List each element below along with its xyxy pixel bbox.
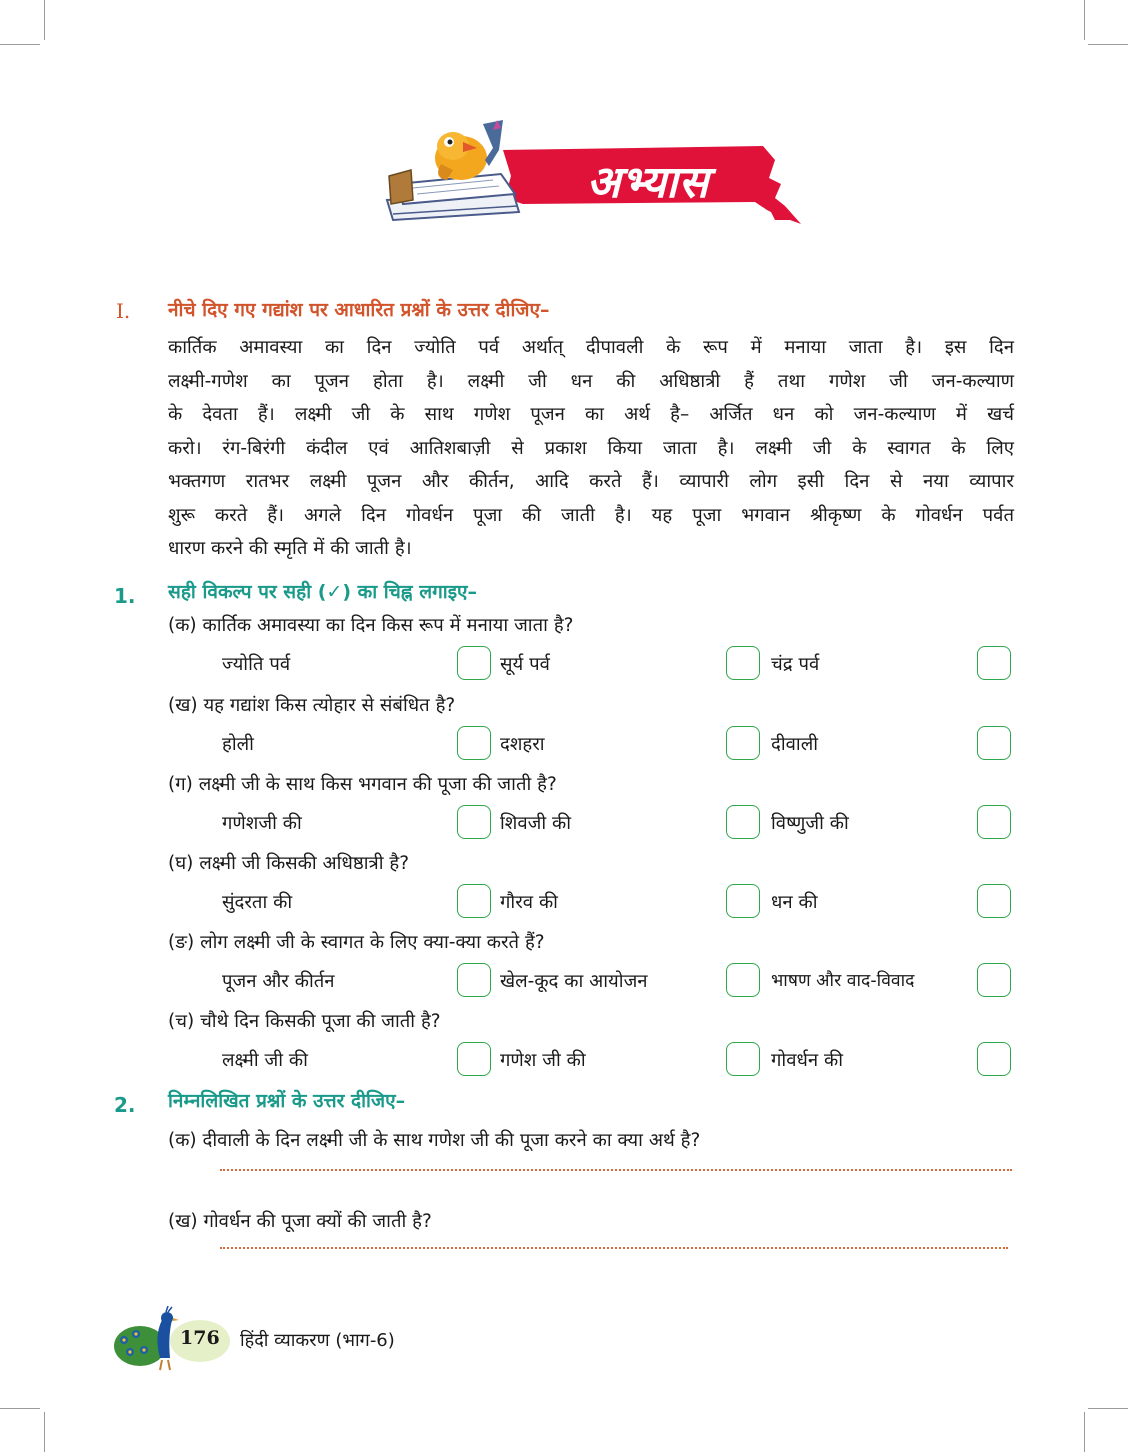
question: (घ) लक्ष्मी जी किसकी अधिष्ठात्री है? (168, 853, 410, 874)
answer-checkbox[interactable] (977, 646, 1011, 680)
part-heading: सही विकल्प पर सही (✓) का चिह्न लगाइए– (168, 581, 478, 603)
option-label: विष्णुजी की (771, 813, 849, 834)
option-label: भाषण और वाद-विवाद (771, 971, 915, 991)
passage-line: भक्तगण रातभर लक्ष्मी पूजन और कीर्तन, आदि करते हैं। व्यापारी लोग इसी दिन से नया व्यापार (168, 471, 1014, 492)
part-heading: निम्नलिखित प्रश्नों के उत्तर दीजिए– (168, 1090, 406, 1112)
crop-mark (0, 44, 40, 45)
question: (क) कार्तिक अमावस्या का दिन किस रूप में मनाया जाता है? (168, 615, 574, 636)
question: (च) चौथे दिन किसकी पूजा की जाती है? (168, 1011, 441, 1032)
option-label: दीवाली (771, 734, 819, 755)
answer-checkbox[interactable] (977, 805, 1011, 839)
answer-checkbox[interactable] (726, 884, 760, 918)
passage-line: शुरू करते हैं। अगले दिन गोवर्धन पूजा की जाती है। यह पूजा भगवान श्रीकृष्ण के गोवर्धन पर्वत (168, 505, 1014, 526)
answer-checkbox[interactable] (977, 884, 1011, 918)
option-label: दशहरा (500, 734, 545, 755)
crop-mark (1088, 1408, 1128, 1409)
answer-line[interactable] (220, 1247, 1008, 1249)
banner-title: अभ्यास (586, 157, 710, 208)
option-label: सुंदरता की (222, 892, 293, 913)
answer-checkbox[interactable] (726, 1042, 760, 1076)
question: (क) दीवाली के दिन लक्ष्मी जी के साथ गणेश जी की पूजा करने का क्या अर्थ है? (168, 1130, 701, 1151)
section-number: I. (116, 299, 131, 323)
crop-mark (1084, 1412, 1085, 1452)
option-label: शिवजी की (500, 813, 572, 834)
option-label: लक्ष्मी जी की (222, 1050, 308, 1071)
answer-checkbox[interactable] (457, 963, 491, 997)
option-label: ज्योति पर्व (222, 654, 291, 675)
option-label: गणेश जी की (500, 1050, 586, 1071)
part-number: 1. (114, 584, 136, 608)
option-label: गणेशजी की (222, 813, 302, 834)
option-label: खेल-कूद का आयोजन (500, 971, 648, 992)
question: (ङ) लोग लक्ष्मी जी के स्वागत के लिए क्या-क्या करते हैं? (168, 932, 545, 953)
answer-checkbox[interactable] (457, 884, 491, 918)
crop-mark (44, 1412, 45, 1452)
answer-checkbox[interactable] (726, 726, 760, 760)
answer-checkbox[interactable] (457, 726, 491, 760)
option-label: चंद्र पर्व (771, 654, 820, 675)
question: (ख) यह गद्यांश किस त्योहार से संबंधित है? (168, 695, 456, 716)
answer-checkbox[interactable] (726, 646, 760, 680)
crop-mark (1088, 44, 1128, 45)
option-label: गौरव की (500, 892, 558, 913)
page-number: 176 (180, 1327, 220, 1349)
answer-checkbox[interactable] (977, 1042, 1011, 1076)
passage-line: कार्तिक अमावस्या का दिन ज्योति पर्व अर्थात् दीपावली के रूप में मनाया जाता है। इस दिन (168, 337, 1014, 358)
option-label: होली (222, 734, 254, 755)
crop-mark (1084, 0, 1085, 40)
option-label: धन की (771, 892, 818, 913)
answer-checkbox[interactable] (457, 805, 491, 839)
part-number: 2. (114, 1093, 136, 1117)
bird-icon (435, 120, 503, 180)
answer-checkbox[interactable] (457, 646, 491, 680)
question: (ग) लक्ष्मी जी के साथ किस भगवान की पूजा की जाती है? (168, 774, 557, 795)
crop-mark (44, 0, 45, 40)
passage-line: लक्ष्मी-गणेश का पूजन होता है। लक्ष्मी जी धन की अधिष्ठात्री हैं तथा गणेश जी जन-कल्याण (168, 371, 1014, 392)
passage-line: करो। रंग-बिरंगी कंदील एवं आतिशबाज़ी से प्रकाश किया जाता है। लक्ष्मी जी के स्वागत के लिए (168, 438, 1014, 459)
answer-checkbox[interactable] (726, 963, 760, 997)
option-label: पूजन और कीर्तन (222, 971, 335, 992)
option-label: सूर्य पर्व (500, 654, 550, 675)
crop-mark (0, 1408, 40, 1409)
book-title: हिंदी व्याकरण (भाग-6) (240, 1330, 395, 1351)
passage-line: के देवता हैं। लक्ष्मी जी के साथ गणेश पूजन का अर्थ है– अर्जित धन को जन-कल्याण में खर्च (168, 404, 1014, 425)
answer-checkbox[interactable] (977, 963, 1011, 997)
question: (ख) गोवर्धन की पूजा क्यों की जाती है? (168, 1211, 432, 1232)
option-label: गोवर्धन की (771, 1050, 844, 1071)
section-heading: नीचे दिए गए गद्यांश पर आधारित प्रश्नों के उत्तर दीजिए– (168, 299, 550, 321)
answer-line[interactable] (220, 1169, 1012, 1171)
answer-checkbox[interactable] (457, 1042, 491, 1076)
passage-line: धारण करने की स्मृति में की जाती है। (168, 538, 412, 559)
answer-checkbox[interactable] (977, 726, 1011, 760)
answer-checkbox[interactable] (726, 805, 760, 839)
